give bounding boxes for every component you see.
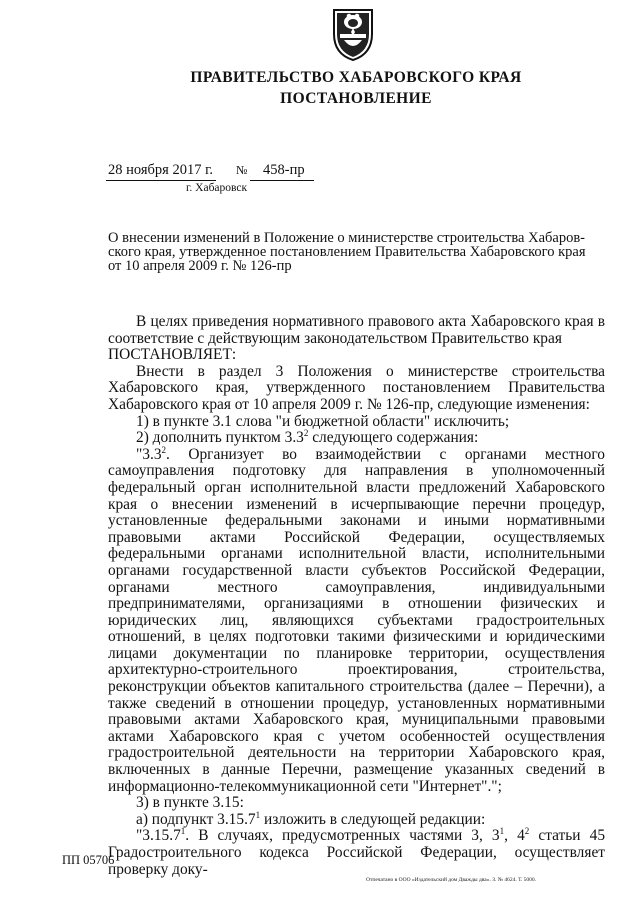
body-paragraph-resolves: ПОСТАНОВЛЯЕТ: [108, 346, 237, 364]
number-sign: № [236, 163, 248, 177]
body-paragraph-amendments: Внести в раздел 3 Положения о министерстве строительства Хабаровского края, утвержденного постановлением Правительства Хабаровского края от 10 апреля 2009 г. № 126-пр, следующие изменения: [108, 362, 605, 413]
text-span: изложить в следующей редакции: [260, 810, 486, 828]
body-paragraph-preamble: В целях приведения нормативного правового акта Хабаровского края в соответствие с действующим законодательством Правительство края [108, 313, 605, 347]
text-span: а) подпункт 3.15.7 [136, 810, 256, 828]
superscript: 2 [524, 826, 530, 837]
document-number: 458-пр [263, 162, 305, 178]
body-item-3: 3) в пункте 3.15: [136, 794, 244, 812]
document-code: ПП 05706 [62, 853, 115, 867]
body-item-2 [108, 430, 605, 447]
superscript: 1 [255, 809, 261, 820]
document-type: ПОСТАНОВЛЕНИЕ [280, 90, 432, 107]
document-subject [108, 231, 605, 274]
coat-of-arms-icon [330, 4, 376, 62]
text-span: статьи 45 Градостроительного кодекса Российской Федерации, осуществляет проверку доку- [108, 827, 606, 878]
government-title: ПРАВИТЕЛЬСТВО ХАБАРОВСКОГО КРАЯ [190, 69, 522, 86]
date-underline [106, 180, 216, 181]
superscript: 2 [161, 444, 167, 455]
subject-line: от 10 апреля 2009 г. № 126-пр [108, 258, 292, 275]
subject-line: О внесении изменений в Положение о министерстве строительства Хабаров- [108, 230, 586, 246]
document-body [108, 314, 605, 878]
document-city: г. Хабаровск [186, 182, 248, 194]
text-span: "3.3 [136, 445, 162, 463]
text-span: "3.15.7 [136, 827, 181, 845]
body-clause-3-3-2 [108, 444, 605, 795]
text-span: 2) дополнить пунктом 3.3 [136, 429, 304, 447]
printer-note: Отпечатано в ООО «Издательский дом Дважды два». З. № 4624. Т. 5000. [366, 877, 537, 883]
text-span: следующего содержания: [308, 429, 479, 447]
superscript: 2 [303, 428, 309, 439]
body-clause-3-15-7 [108, 828, 605, 878]
body-item-1: 1) в пункте 3.1 слова "и бюджетной области" исключить; [136, 412, 510, 430]
number-underline [250, 180, 314, 181]
text-span: . В случаях, предусмотренных частями 3, 3 [185, 827, 500, 845]
superscript: 1 [499, 826, 505, 837]
text-span: . Организует во взаимодействии с органами местного самоуправления подготовку для направления в уполномоченный федеральный орган исполнительной власти предложений Хабаровского края о внесении изменений в исчерпывающие перечни процедур, установленные федеральными законами и иными нормативными правовыми актами Российской Федерации, осуществляемых федеральными органами исполнительной власти, исполнительными органами государственной власти субъектов Российской Федерации, органами местного самоуправления, индивидуальными предпринимателями, организациями в отношении физических и юридических лиц, являющихся субъектами градостроительных отношений, в целях подготовки такими физическими и юридическими лицами документации по планировке территории, осуществления архитектурно-строительного проектирования, строительства, реконструкции объектов капитального строительства (далее – Перечни), а также сведений в отношении процедур, установленных нормативными правовыми актами Хабаровского края, муниципальными правовыми актами Хабаровского края с учетом особенностей осуществления градостроительной деятельности на территории Хабаровского края, включенных в данные Перечни, размещение указанных сведений в информационно-телекоммуникационной сети "Интернет"."; [108, 445, 605, 795]
document-date: 28 ноября 2017 г. [108, 162, 214, 178]
superscript: 1 [180, 826, 186, 837]
subject-line: ского края, утвержденное постановлением Правительства Хабаровского края [108, 244, 586, 261]
text-span: , 4 [504, 827, 525, 845]
